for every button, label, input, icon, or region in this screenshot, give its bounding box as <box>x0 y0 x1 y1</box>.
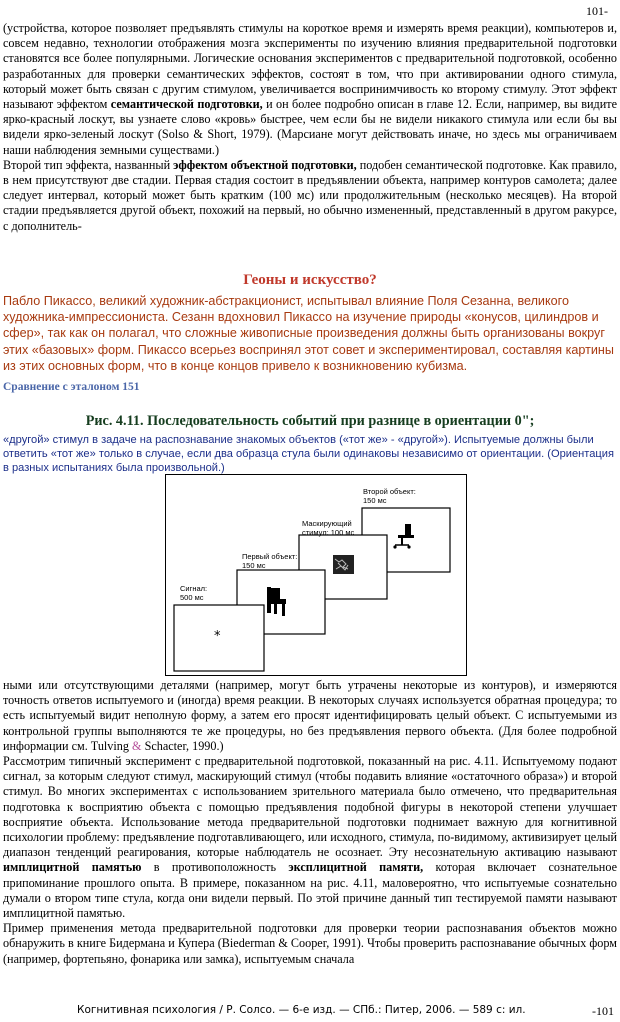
term-object-priming: эффектом объектной подготовки, <box>173 157 357 172</box>
label-second-line1: Второй объект: <box>363 487 416 496</box>
ampersand: & <box>132 738 142 753</box>
priming-sequence-diagram <box>166 475 466 675</box>
paragraph-continued: ными или отсутствующими деталями (например, могут быть утрачены некоторые из контуров), и измеряются точность ответов испытуемого и (иногда) время реакции. В некоторых случаях используется обратная процедура; то есть испытуемый видит неполную форму, а затем его просят идентифицировать целый объект. С испытуемыми из контрольной группы выполняются те же процедуры, но без предъявления первого объекта. (Для более подробной информации см. Tulving & Schacter, 1990.) <box>3 678 617 753</box>
page-number-top: 101- <box>586 4 608 18</box>
label-mask-line2: стимул: 100 мс <box>302 528 355 537</box>
term-semantic-priming: семантической подготовки, <box>110 97 263 112</box>
paragraph-biederman: Пример применения метода предварительной подготовки для проверки теории распознавания объектов можно обнаружить в книге Бидермана и Купера (Biederman & Cooper, 1991). Чтобы проверить распознавание обычных форм (например, фортепьяно, фонарика или замка), испытуемым сначала <box>3 921 617 966</box>
book-citation: Когнитивная психология / Р. Солсо. — 6-е изд. — СПб.: Питер, 2006. — 589 с: ил. <box>77 1004 526 1016</box>
paragraph-implicit-memory: Рассмотрим типичный эксперимент с предварительной подготовкой, показанный на рис. 4.11. Испытуемому подают сигнал, за которым следуют стимул, маскирующий стимул (чтобы подавить влияние «остаточного образа») и второй стимул. Во многих экспериментах с использованием зрительного материала было отмечено, что предварительная подготовка к восприятию объекта с помощью предъявления подобной фигуры в некоторой степени улучшает восприятие объекта. Использование метода предварительной подготовки поднимает важную для когнитивной психологии проблему: предъявление подготавливающего, или исходного, стимула, по-видимому, активизирует целый диапазон тенденций реагирования, которые наблюдатель не осознает. Эту несознательную активацию называют имплицитной памятью в противоположность эксплицитной памяти, которая включает сознательное припоминание прошлого опыта. В примере, показанном на рис. 4.11, маловероятно, что испытуемые сознательно думали о втором типе стула, когда они видели первый. По этой причине данный тип тестируемой памяти называют имплицитной памятью. <box>3 754 617 921</box>
label-mask-line1: Маскирующий <box>302 519 352 528</box>
figure-caption: «другой» стимул в задаче на распознавание знакомых объектов («тот же» - «другой»). Испытуемые должны были ответить «тот же» только в случае, если два образца стула были одинаковы независимо от ориентации. (Ориентация в разных испытаниях была произвольной.) <box>3 434 614 475</box>
label-first-line2: 150 мс <box>242 561 266 570</box>
figure-title: Рис. 4.11. Последовательность событий при разнице в ориентации 0"; <box>85 413 535 429</box>
page-number-bottom: -101 <box>592 1004 614 1018</box>
geons-text: Пабло Пикассо, великий художник-абстракционист, испытывал влияние Поля Сезанна, великого художника-импрессиониста. Сезанн вдохновил Пикассо на изучение природы «конусов, цилиндров и сфер», так как он полагал, что сложные живописные произведения должны быть организованы вокруг этих «базовых» форм. Пикассо всерьез воспринял этот совет и экспериментировал, составляя картины из этих основных форм, что в конце концов привело к возникновению кубизма. <box>3 294 614 373</box>
label-signal-line2: 500 мс <box>180 593 204 602</box>
geons-heading: Геоны и искусство? <box>243 272 377 288</box>
term-implicit-memory: имплицитной памятью <box>3 860 142 875</box>
comparison-link[interactable]: Сравнение с эталоном 151 <box>3 381 140 393</box>
figure-4-11 <box>165 474 467 676</box>
body-text-bottom <box>3 678 617 967</box>
mask-noise-pattern <box>333 555 354 574</box>
frame-signal <box>174 605 264 671</box>
paragraph-object-priming: Второй тип эффекта, названный эффектом объектной подготовки, подобен семантической подготовке. Как правило, в нем присутствуют две стадии. Первая стадия состоит в предъявлении объекта, например контуров самолета; далее следует интервал, который может быть кратким (100 мс) или продолжительным (несколько месяцев). На второй стадии предъявляется другой объект, похожий на первый, но обычно измененный, представленный в другом ракурсе, с дополнитель- <box>3 157 617 233</box>
label-second-line2: 150 мс <box>363 496 387 505</box>
term-explicit-memory: эксплицитной памяти, <box>288 860 424 875</box>
fixation-star: * <box>214 629 221 644</box>
label-signal-line1: Сигнал: <box>180 584 208 593</box>
label-first-line1: Первый объект: <box>242 552 298 561</box>
body-text-top <box>3 21 617 234</box>
paragraph-semantic-priming: (устройства, которое позволяет предъявлять стимулы на короткое время и измерять время реакции), компьютеров и, совсем недавно, технологии отображения мозга эксперименты по изучению влияния предварительной подготовки становятся все более популярными. Логические основания экспериментов с предварительной подготовкой, особенно разработанных для проверки семантических эффектов, состоят в том, что при активировании одного стимула, который может быть связан с другим стимулом, увеличивается воспринимчивость ко второму стимулу. Этот эффект называют эффектом семантической подготовки, и он более подробно описан в главе 12. Если, например, вы видите ярко-красный лоскут, вы узнаете слово «кровь» быстрее, чем если бы не видели никакого стимула или если бы вы видели ярко-зеленый лоскут (Solso & Short, 1979). (Марсиане могут действовать иначе, но здесь мы ограничиваем наши наблюдения земными существами.) <box>3 21 618 157</box>
